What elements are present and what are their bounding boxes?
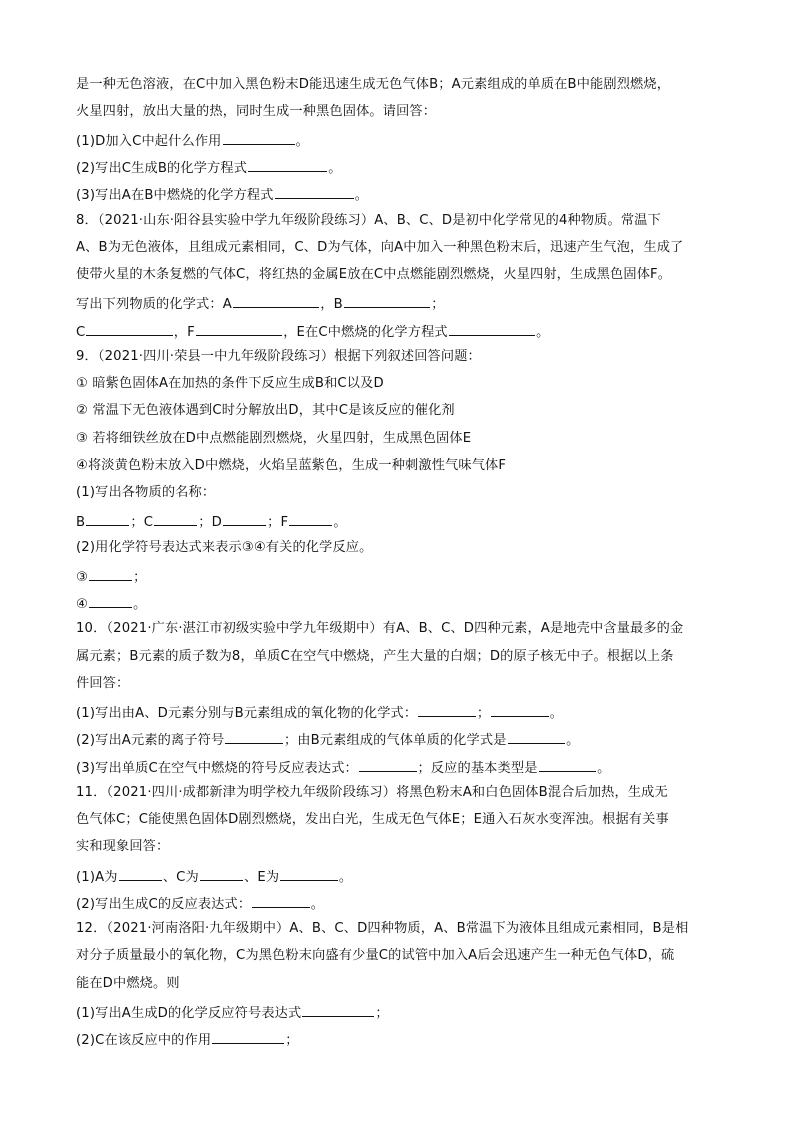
text-line: 火星四射，放出大量的热，同时生成一种黑色固体。请回答： <box>76 104 437 119</box>
text-line: ④将淡黄色粉末放入D中燃烧，火焰呈蓝紫色，生成一种刺激性气味气体F <box>76 458 507 473</box>
answer-blank <box>86 511 129 526</box>
question-11-line: 11．（2021·四川·成都新津为明学校九年级阶段练习）将黑色粉末A和白色固体B混合后加热，生成无 <box>76 785 668 800</box>
text-line: ④ 。 <box>76 593 734 614</box>
text-line: (3)写出单质C在空气中燃烧的符号反应表达式： ；反应的基本类型是 。 <box>76 757 734 778</box>
text-line: 对分子质量最小的氧化物，C为黑色粉末向盛有少量C的试管中加入A后会迅速产生一种无色气体D，硫 <box>76 948 675 963</box>
text-line: 是一种无色溶液，在C中加入黑色粉末D能迅速生成无色气体B；A元素组成的单质在B中能剧烈燃烧， <box>76 77 671 92</box>
text-line: (2)写出C生成B的化学方程式 。 <box>76 157 734 178</box>
text-line: (2)用化学符号表达式来表示③④有关的化学反应。 <box>76 540 373 555</box>
text-line: 件回答： <box>76 676 130 691</box>
text-line: ③ ； <box>76 566 734 587</box>
text-line: ① 暗紫色固体A在加热的条件下反应生成B和C以及D <box>76 376 384 391</box>
text-line: (2)写出A元素的离子符号 ；由B元素组成的气体单质的化学式是 。 <box>76 729 734 750</box>
text-line: 属元素；B元素的质子数为8，单质C在空气中燃烧，产生大量的白烟；D的原子核无中子。根据以上条 <box>76 649 674 664</box>
answer-blank <box>89 566 132 581</box>
answer-blank <box>223 130 295 145</box>
answer-blank <box>119 866 162 881</box>
text-line: 使带火星的木条复燃的气体C，将红热的金属E放在C中点燃能剧烈燃烧，火星四射，生成黑色固体F。 <box>76 267 672 282</box>
answer-blank <box>275 184 354 199</box>
text-line: 写出下列物质的化学式：A ，B ； <box>76 293 734 314</box>
text-line: ② 常温下无色液体遇到C时分解放出D，其中C是该反应的催化剂 <box>76 403 455 418</box>
text-line: (3)写出A在B中燃烧的化学方程式 。 <box>76 184 734 205</box>
text-line: C ，F ，E在C中燃烧的化学方程式 。 <box>76 321 734 342</box>
text-line: (1)D加入C中起什么作用 。 <box>76 130 734 151</box>
answer-blank <box>252 893 310 908</box>
answer-blank <box>280 866 338 881</box>
answer-blank <box>154 511 197 526</box>
answer-blank <box>248 157 327 172</box>
text-line: 色气体C；C能使黑色固体D剧烈燃烧，发出白光，生成无色气体E；E通入石灰水变浑浊。根据有关事 <box>76 812 669 827</box>
answer-blank <box>200 866 243 881</box>
question-12-line: 12．（2021·河南洛阳·九年级期中）A、B、C、D四种物质，A、B常温下为液体且组成元素相同，B是相 <box>76 921 689 936</box>
answer-blank <box>449 321 535 336</box>
answer-blank <box>223 511 266 526</box>
answer-blank <box>302 1002 374 1017</box>
answer-blank <box>196 321 282 336</box>
text-line: (1)写出各物质的名称： <box>76 485 216 500</box>
question-8-line: 8．（2021·山东·阳谷县实验中学九年级阶段练习）A、B、C、D是初中化学常见的4种物质。常温下 <box>76 213 661 228</box>
text-line: ③ 若将细铁丝放在D中点燃能剧烈燃烧，火星四射，生成黑色固体E <box>76 431 472 446</box>
text-line: 实和现象回答： <box>76 839 170 854</box>
answer-blank <box>212 1029 284 1044</box>
answer-blank <box>89 593 132 608</box>
answer-blank <box>233 293 319 308</box>
answer-blank <box>418 702 476 717</box>
answer-blank <box>491 702 549 717</box>
answer-blank <box>539 757 597 772</box>
text-line: (1)A为 、C为 、E为 。 <box>76 866 734 887</box>
text-line: (1)写出由A、D元素分别与B元素组成的氧化物的化学式： ； 。 <box>76 702 734 723</box>
answer-blank <box>508 729 566 744</box>
text-line: B ；C ；D ；F 。 <box>76 511 734 532</box>
answer-blank <box>344 293 430 308</box>
answer-blank <box>86 321 172 336</box>
question-9-line: 9．（2021·四川·荣县一中九年级阶段练习）根据下列叙述回答问题： <box>76 349 481 364</box>
text-line: A、B为无色液体，且组成元素相同，C、D为气体，向A中加入一种黑色粉末后，迅速产生气泡，生成了 <box>76 240 684 255</box>
answer-blank <box>359 757 417 772</box>
text-line: 能在D中燃烧。则 <box>76 976 180 991</box>
answer-blank <box>225 729 283 744</box>
answer-blank <box>289 511 332 526</box>
text-line: (1)写出A生成D的化学反应符号表达式 ； <box>76 1002 734 1023</box>
question-10-line: 10．（2021·广东·湛江市初级实验中学九年级期中）有A、B、C、D四种元素，A是地壳中含量最多的金 <box>76 621 684 636</box>
text-line: (2)C在该反应中的作用 ； <box>76 1029 734 1050</box>
text-line: (2)写出生成C的反应表达式： 。 <box>76 893 734 914</box>
